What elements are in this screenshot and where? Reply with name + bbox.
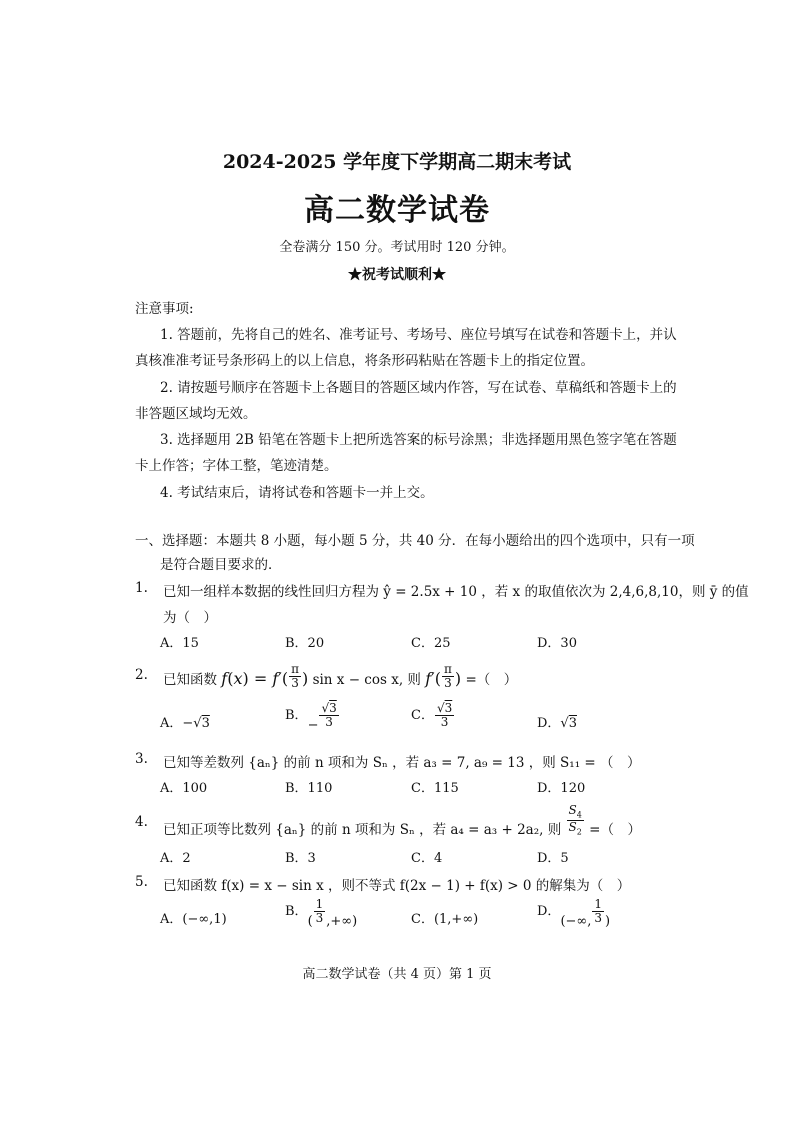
question-text: 已知函数 f(x) = x − sin x ，则不等式 f(2x − 1) + f(x) > 0 的解集为（ ） — [163, 878, 631, 894]
fraction: $\frac{√3}{3}$ — [436, 701, 453, 730]
question-suffix: =（ ） — [465, 672, 518, 689]
question-number: 4. — [135, 814, 148, 830]
good-luck-banner: ★祝考试顺利★ — [348, 267, 446, 283]
option-c: C．115 — [411, 781, 459, 796]
option-c: C． $\frac{√3}{3}$ — [411, 701, 453, 730]
option-b: B．20 — [285, 636, 325, 651]
math-expression: f(x) = f′( — [221, 669, 289, 689]
note-item: 3. 选择题用 2B 铅笔在答题卡上把所选答案的标号涂黑；非选择题用黑色签字笔在答题 — [160, 432, 677, 448]
question-text — [163, 804, 641, 837]
page-title: 高二数学试卷 — [304, 193, 490, 228]
exam-info: 全卷满分 150 分。考试用时 120 分钟。 — [279, 240, 515, 255]
section-heading-continued: 是符合题目要求的． — [160, 557, 282, 573]
question-text: 已知等差数列 {aₙ} 的前 n 项和为 Sₙ ，若 a₃ = 7, a₉ = 13 ，则 S₁₁ = （ ） — [163, 755, 641, 771]
question-number: 5. — [135, 874, 148, 890]
math-expression: f′( — [425, 669, 441, 689]
option-c: C．25 — [411, 636, 451, 651]
question-number: 1. — [135, 580, 148, 596]
fraction: $\frac{1}{3}$ — [594, 897, 603, 926]
option-d: D．30 — [537, 636, 577, 651]
option-a: A．(−∞,1) — [160, 912, 227, 927]
fraction: $\frac{S_4}{S_2}$ — [568, 803, 582, 837]
option-d: D．√3 — [537, 716, 577, 731]
option-d: D．(−∞, $\frac{1}{3}$ ) — [537, 897, 611, 930]
option-a: A．100 — [160, 781, 208, 796]
notes-heading: 注意事项: — [135, 301, 194, 317]
option-a: A．−√3 — [160, 716, 210, 731]
note-item-continued: 卡上作答；字体工整，笔迹清楚。 — [135, 458, 338, 474]
exam-subtitle: 2024-2025 学年度下学期高二期末考试 — [222, 151, 572, 173]
question-number: 3. — [135, 751, 148, 767]
fraction: $\frac{\pi}{3}$ — [291, 662, 300, 691]
option-d: D．5 — [537, 851, 569, 866]
question-text-continued: 为（ ） — [163, 610, 217, 626]
fraction: $\frac{\pi}{3}$ — [444, 662, 452, 691]
option-b: B．− $\frac{√3}{3}$ — [285, 701, 337, 734]
note-item-continued: 真核准准考证号条形码上的以上信息，将条形码粘贴在答题卡上的指定位置。 — [135, 353, 594, 369]
note-item: 4. 考试结束后，请将试卷和答题卡一并上交。 — [160, 485, 434, 501]
question-stem: 已知正项等比数列 {aₙ} 的前 n 项和为 Sₙ ，若 a₄ = a₃ + 2a₂, 则 — [163, 822, 562, 839]
question-middle: sin x − cos x, 则 — [312, 672, 421, 689]
fraction: $\frac{1}{3}$ — [315, 897, 324, 926]
question-suffix: =（ ） — [589, 822, 641, 839]
option-a: A．2 — [160, 851, 191, 866]
option-b: B．110 — [285, 781, 333, 796]
question-text: 已知一组样本数据的线性回归方程为 ŷ = 2.5x + 10 ，若 x 的取值依次为 2,4,6,8,10，则 ȳ 的值 — [163, 584, 749, 600]
option-c: C．4 — [411, 851, 443, 866]
note-item: 2. 请按题号顺序在答题卡上各题目的答题区域内作答，写在试卷、草稿纸和答题卡上的 — [160, 380, 677, 396]
option-c: C．(1,+∞) — [411, 912, 479, 927]
section-heading: 一、选择题：本题共 8 小题，每小题 5 分，共 40 分．在每小题给出的四个选项中，只有一项 — [135, 533, 695, 549]
question-number: 2. — [135, 667, 148, 683]
option-b: B．( $\frac{1}{3}$ ,+∞) — [285, 897, 358, 930]
question-text: 已知函数 f(x) = f′( $\frac{\pi}{3}$ ) sin x − cos x, 则 f′( $\frac{\pi}{3}$ ) =（ ） — [163, 662, 518, 691]
fraction: $\frac{√3}{3}$ — [321, 701, 337, 730]
option-a: A．15 — [160, 636, 199, 651]
note-item: 1. 答题前，先将自己的姓名、准考证号、考场号、座位号填写在试卷和答题卡上，并认 — [160, 327, 677, 343]
question-prefix: 已知函数 — [163, 672, 217, 689]
option-b: B．3 — [285, 851, 316, 866]
page-footer: 高二数学试卷（共 4 页）第 1 页 — [302, 967, 492, 982]
option-d: D．120 — [537, 781, 586, 796]
note-item-continued: 非答题区域均无效。 — [135, 406, 257, 422]
